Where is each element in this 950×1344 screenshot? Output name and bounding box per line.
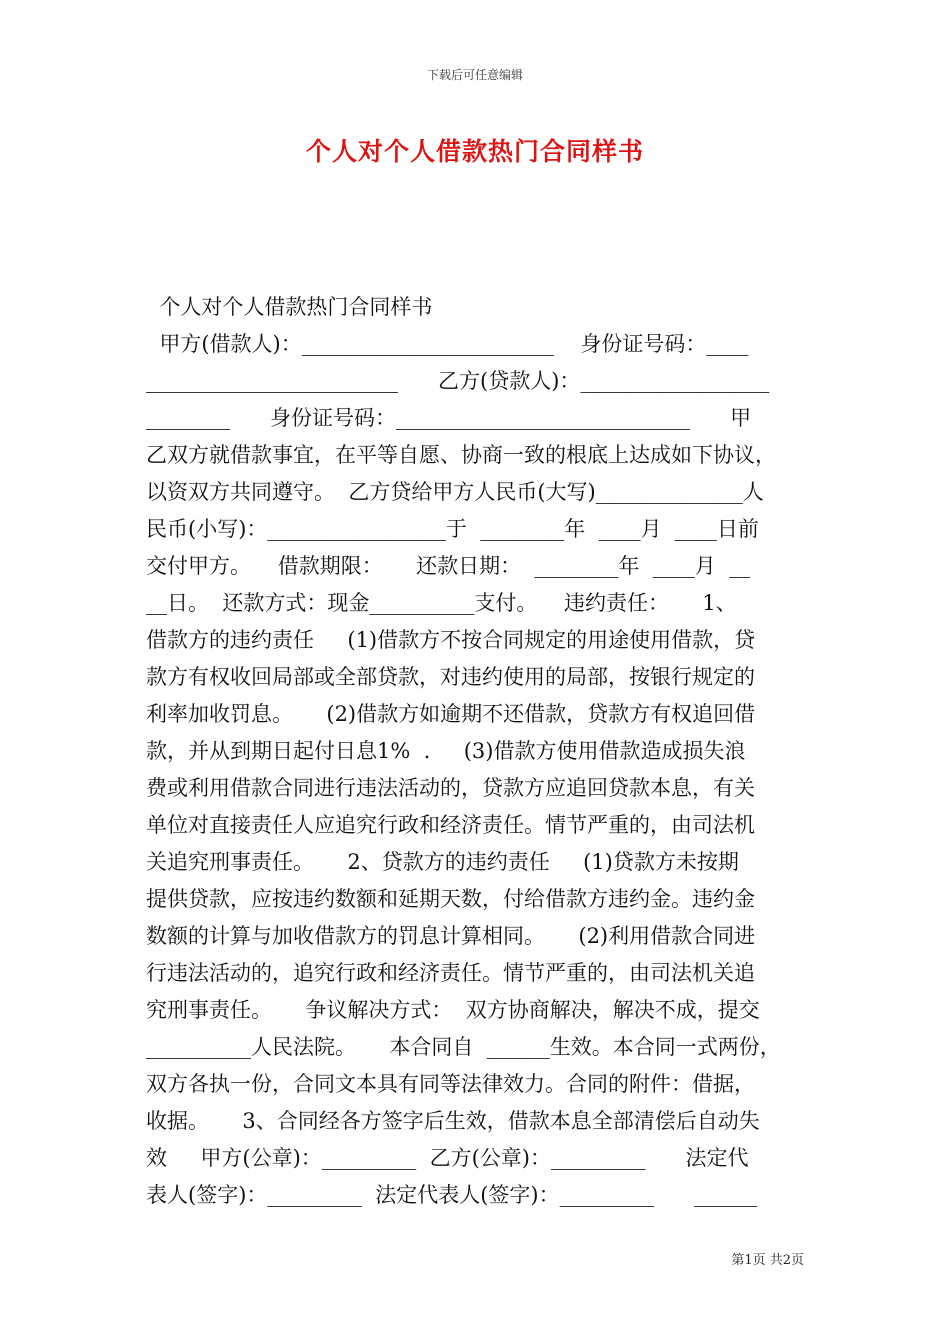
body-line: 交付甲方。 借款期限： 还款日期： ________年 ____月 __ — [146, 554, 751, 578]
body-line: 款，并从到期日起付日息1% . (3)借款方使用借款造成损失浪 — [146, 739, 746, 763]
body-line: 借款方的违约责任 (1)借款方不按合同规定的用途使用借款，贷 — [146, 628, 756, 652]
body-line: 行违法活动的，追究行政和经济责任。情节严重的，由司法机关追 — [146, 961, 755, 985]
body-line: 个人对个人借款热门合同样书 — [146, 295, 433, 319]
body-line: __________人民法院。 本合同自 ______生效。本合同一式两份， — [146, 1035, 781, 1059]
body-line: 以资双方共同遵守。 乙方贷给甲方人民币(大写)______________人 — [146, 480, 764, 504]
body-line: 收据。 3、合同经各方签字后生效，借款本息全部清偿后自动失 — [146, 1109, 760, 1133]
body-line: 款方有权收回局部或全部贷款，对违约使用的局部，按银行规定的 — [146, 665, 755, 689]
body-line: 表人(签字)：_________ 法定代表人(签字)：_________ ______ — [146, 1183, 758, 1207]
body-line: 民币(小写)：_________________于 ________年 ____月 ____日前 — [146, 517, 759, 541]
document-title: 个人对个人借款热门合同样书 — [305, 137, 644, 166]
page-header-note: 下载后可任意编辑 — [426, 68, 523, 82]
body-line: 单位对直接责任人应追究行政和经济责任。情节严重的，由司法机 — [146, 813, 755, 837]
body-line: 甲方(借款人)：________________________ 身份证号码：____ — [146, 332, 749, 356]
body-line: 乙双方就借款事宜，在平等自愿、协商一致的根底上达成如下协议， — [146, 443, 776, 467]
body-line: 双方各执一份，合同文本具有同等法律效力。合同的附件：借据， — [146, 1072, 755, 1096]
body-line: ________________________ 乙方(贷款人)：__________________ — [146, 369, 770, 393]
body-line: __日。 还款方式：现金__________支付。 违约责任： 1、 — [146, 591, 737, 615]
body-line: ________ 身份证号码：____________________________ 甲 — [146, 406, 752, 430]
body-line: 关追究刑事责任。 2、贷款方的违约责任 (1)贷款方未按期 — [146, 850, 739, 874]
body-line: 究刑事责任。 争议解决方式： 双方协商解决，解决不成，提交 — [146, 998, 760, 1022]
page-number: 第1页 共2页 — [731, 1253, 804, 1268]
contract-body — [146, 289, 808, 1214]
body-line: 数额的计算与加收借款方的罚息计算相同。 (2)利用借款合同进 — [146, 924, 756, 948]
body-line: 效 甲方(公章)：_________ 乙方(公章)：_________ 法定代 — [146, 1146, 749, 1170]
body-line: 提供贷款，应按违约数额和延期天数，付给借款方违约金。违约金 — [146, 887, 755, 911]
body-line: 费或利用借款合同进行违法活动的，贷款方应追回贷款本息，有关 — [146, 776, 755, 800]
body-line: 利率加收罚息。 (2)借款方如逾期不还借款，贷款方有权追回借 — [146, 702, 756, 726]
